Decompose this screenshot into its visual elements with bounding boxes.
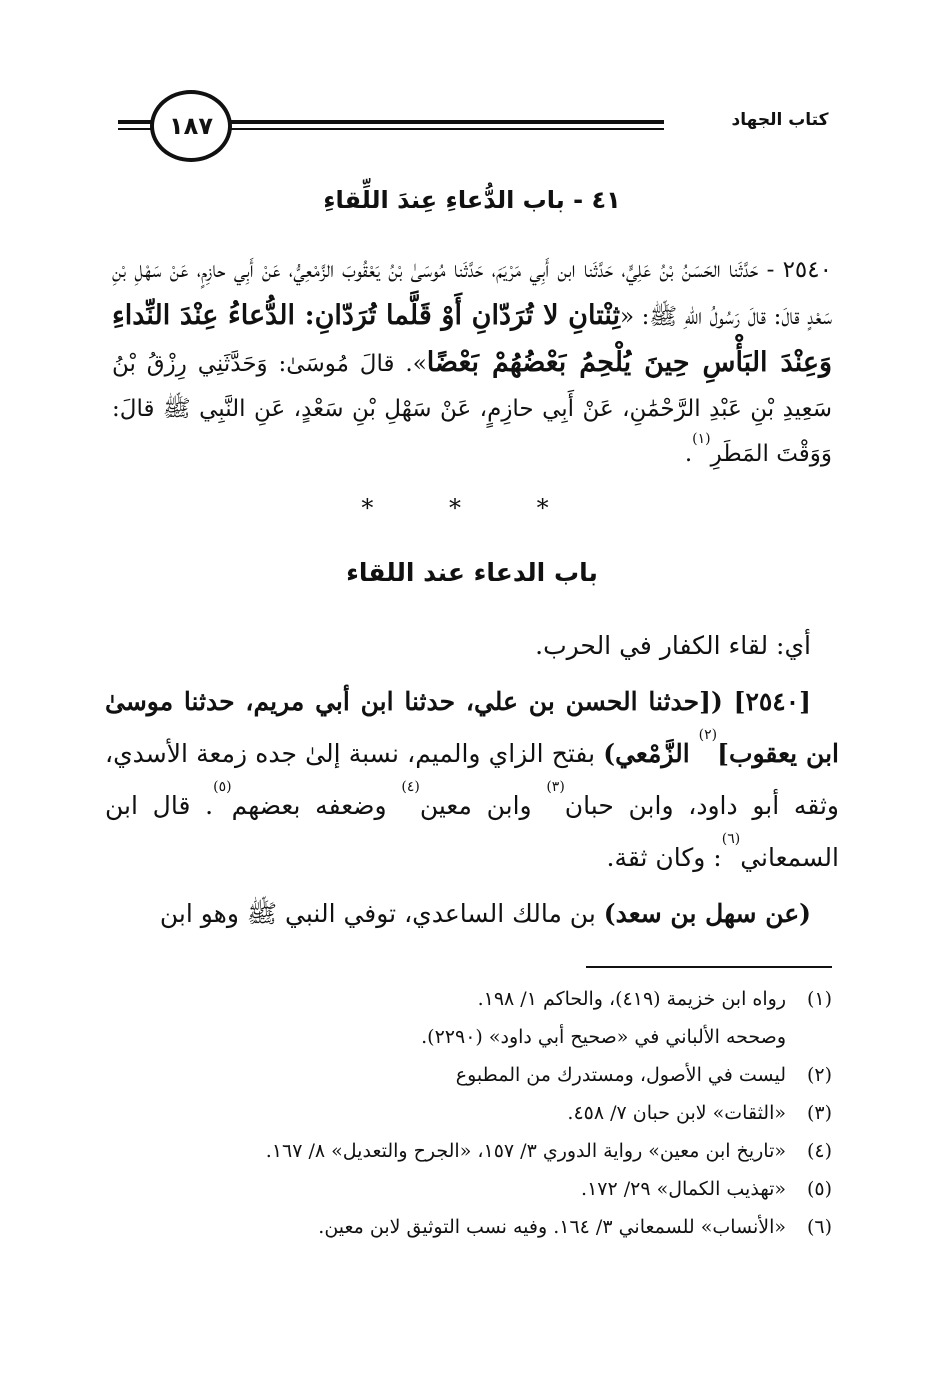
separator-stars: * * * <box>361 494 583 522</box>
footnote-ref[interactable]: (٣) <box>546 779 565 795</box>
footnote-ref[interactable]: (٦) <box>721 831 741 847</box>
footnote-rule <box>586 966 832 968</box>
footnote-text: وصححه الألباني في «صحيح أبي داود» (٢٢٩٠). <box>421 1026 786 1048</box>
footnote-ref[interactable]: (٥) <box>213 779 232 795</box>
commentary-text: أي: لقاء الكفار في الحرب. <box>535 631 811 660</box>
footnote-text: «الثقات» لابن حبان ٧/ ٤٥٨. <box>567 1102 786 1124</box>
footnotes <box>112 980 832 1246</box>
hadith-matn: ثِنْتانِ لا تُرَدّانِ أَوْ قَلَّما تُرَدّانِ: الدُّعاءُ عِنْدَ النِّداءِ وَعِنْدَ البَأْسِ حِينَ يُلْحِمُ بَعْضُهُمْ بَعْضًا <box>112 300 832 378</box>
footnote-item <box>112 1056 832 1094</box>
footnote-number: (٤) <box>806 1140 832 1162</box>
hadith-isnad: ٢٥٤٠ - حَدَّثَنا الحَسَنُ بْنُ عَلِيٍّ، حَدَّثَنا ابن أَبِي مَرْيَمَ، حَدَّثَنا مُوسَىٰ بْنُ يَعْقُوبَ الزَّمْعِيُّ، عَنْ أَبِي حازِمٍ، عَنْ سَهْلِ بْنِ سَعْدٍ قالَ: قالَ رَسُولُ اللهِ ﷺ: « <box>112 257 833 330</box>
footnote-item <box>112 1094 832 1132</box>
footnote-number: (٦) <box>806 1216 832 1238</box>
footnote-item <box>112 980 832 1018</box>
commentary-bold: [٢٥٤٠] ([حدثنا الحسن بن علي، حدثنا ابن أبي مريم، حدثنا موسىٰ ابن يعقوب] <box>105 687 839 768</box>
footnote-text: «الأنساب» للسمعاني ٣/ ١٦٤. وفيه نسب التوثيق لابن معين. <box>318 1216 786 1238</box>
commentary-paragraph <box>105 676 839 884</box>
hadith-continuation: ». قالَ مُوسَىٰ: وَحَدَّثَنِي رِزْقُ بْنُ سَعِيدِ بْنِ عَبْدِ الرَّحْمَٰنِ، عَنْ أَبِي حازِمٍ، عَنْ سَهْلِ بْنِ سَعْدٍ، عَنِ النَّبِي ﷺ قالَ: وَوَقْتَ المَطَرِ <box>112 351 832 467</box>
footnote-ref[interactable]: (١) <box>692 431 711 447</box>
footnote-item <box>112 1170 832 1208</box>
commentary-text: : وكان ثقة. <box>606 843 722 872</box>
footnote-number: (٥) <box>806 1178 832 1200</box>
footnote-item <box>112 1208 832 1246</box>
footnote-item <box>112 1132 832 1170</box>
footnote-text: «تاريخ ابن معين» رواية الدوري ٣/ ١٥٧، «الجرح والتعديل» ٨/ ١٦٧. <box>265 1140 786 1162</box>
commentary-text: وابن معين <box>419 791 547 820</box>
commentary-text: . قال ابن السمعاني <box>105 791 839 872</box>
footnote-text: ليست في الأصول، ومستدرك من المطبوع <box>455 1064 786 1086</box>
page-number: ١٨٧ <box>150 90 232 162</box>
hadith-end: . <box>684 441 693 467</box>
commentary <box>105 620 839 944</box>
commentary-paragraph <box>105 620 839 672</box>
footnote-text: رواه ابن خزيمة (٤١٩)، والحاكم ١/ ١٩٨. <box>477 988 786 1010</box>
section-title: باب الدعاء عند اللقاء <box>346 558 598 587</box>
commentary-paragraph <box>105 888 839 940</box>
footnote-number: (١) <box>806 988 832 1010</box>
running-title: كتاب الجهاد <box>726 110 834 130</box>
footnote-item <box>112 1018 832 1056</box>
footnote-number: (٣) <box>806 1102 832 1124</box>
footnote-ref[interactable]: (٢) <box>698 727 718 743</box>
commentary-text: وضعفه بعضهم <box>231 791 402 820</box>
footnote-number: (٢) <box>806 1064 832 1086</box>
chapter-title: ٤١ - باب الدُّعاءِ عِندَ اللِّقاءِ <box>323 186 621 214</box>
commentary-text: بفتح الزاي والميم، نسبة إلىٰ جده زمعة الأسدي، وثقه أبو داود، وابن حبان <box>105 739 839 820</box>
hadith-text <box>112 248 832 477</box>
commentary-bold: الزَّمْعي) <box>603 739 699 768</box>
commentary-bold: (عن سهل بن سعد) <box>603 899 811 928</box>
footnote-text: «تهذيب الكمال» ٢٩/ ١٧٢. <box>581 1178 786 1200</box>
footnote-ref[interactable]: (٤) <box>401 779 420 795</box>
commentary-text: بن مالك الساعدي، توفي النبي ﷺ وهو ابن <box>159 899 604 928</box>
